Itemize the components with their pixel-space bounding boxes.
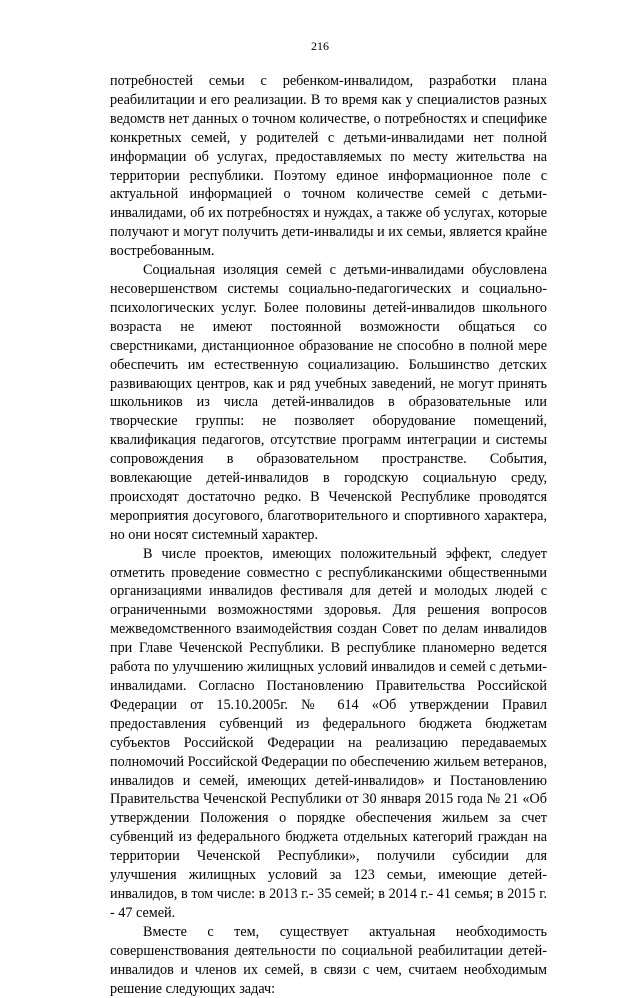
document-body bbox=[110, 72, 547, 998]
paragraph-1: потребностей семьи с ребенком-инвалидом, разработки плана реабилитации и его реализации. В то время как у специалистов разных ведомств нет данных о точном количестве, о потребностях и специфике конкретных семей, у родителей с детьми-инвалидами нет полной информации об услугах, предоставляемых по месту жительства на территории республики. Поэтому единое информационное поле с актуальной информацией о точном количестве семей с детьми-инвалидами, об их потребностях и нуждах, а также об услугах, которые получают и могут получить дети-инвалиды и их семьи, является крайне востребованным. bbox=[110, 73, 547, 260]
page-number: 216 bbox=[311, 39, 329, 53]
paragraph-4: Вместе с тем, существует актуальная необходимость совершенствования деятельности по социальной реабилитации детей-инвалидов и членов их семей, в связи с чем, считаем необходимым решение следующих задач: bbox=[110, 923, 547, 997]
paragraph-3: В числе проектов, имеющих положительный эффект, следует отметить проведение совместно с республиканскими общественными организациями инвалидов фестиваля для детей и молодых людей с ограниченными возможностями здоровья. Для решения вопросов межведомственного взаимодействия создан Совет по делам инвалидов при Главе Чеченской Республики. В республике планомерно ведется работа по улучшению жилищных условий инвалидов и семей с детьми-инвалидами. Согласно Постановлению Правительства Российской Федерации от 15.10.2005г. № 614 «Об утверждении Правил предоставления субвенций из федерального бюджета бюджетам субъектов Российской Федерации на реализацию передаваемых полномочий Российской Федерации по обеспечению жильем ветеранов, инвалидов и семей, имеющих детей-инвалидов» и Постановлению Правительства Чеченской Республики от 30 января 2015 года № 21 «Об утверждении Положения о порядке обеспечения жильем за счет субвенций из федерального бюджета отдельных категорий граждан на территории Чеченской Республики», получили субсидии для улучшения жилищных условий за 123 семьи, имеющие детей-инвалидов, в том числе: в 2013 г.- 35 семей; в 2014 г.- 41 семья; в 2015 г. - 47 семей. bbox=[110, 545, 547, 921]
paragraph-2: Социальная изоляция семей с детьми-инвалидами обусловлена несовершенством системы социально-педагогических и социально-психологических услуг. Более половины детей-инвалидов школьного возраста не имеют постоянной возможности общаться со сверстниками, дистанционное образование не способно в полной мере обеспечить им естественную социализацию. Большинство детских развивающих центров, как и ряд учебных заведений, не могут принять школьников из числа детей-инвалидов в образовательные или творческие группы: не позволяет оборудование помещений, квалификация педагогов, отсутствие программ интеграции и системы сопровождения в образовательном пространстве. События, вовлекающие детей-инвалидов в городскую социальную среду, происходят достаточно редко. В Чеченской Республике проводятся мероприятия досугового, благотворительного и спортивного характера, но они носят системный характер. bbox=[110, 262, 547, 543]
